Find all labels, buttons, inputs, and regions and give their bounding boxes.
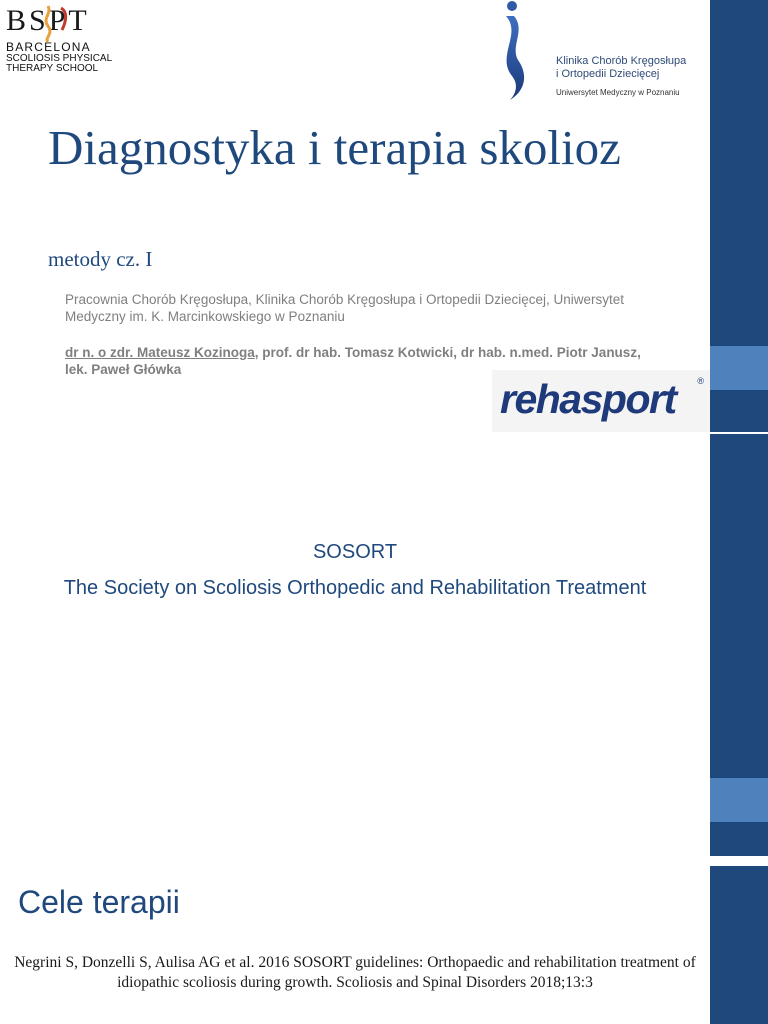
bspt-logo-letters: BSPT bbox=[6, 4, 90, 37]
registered-mark: ® bbox=[697, 376, 704, 386]
sidebar-accent bbox=[710, 778, 768, 822]
slide-3 bbox=[0, 856, 768, 1024]
slide-sidebar bbox=[710, 0, 768, 522]
sosort-heading: SOSORT bbox=[312, 541, 398, 563]
clinic-name bbox=[556, 55, 686, 81]
affiliation-text: Pracownia Chorób Kręgosłupa, Klinika Chorób Kręgosłupa i Ortopedii Dziecięcej, Uniwersytet Medyczny im. K. Marcinkowskiego w Poznaniu bbox=[65, 292, 625, 324]
rehasport-logo bbox=[492, 370, 710, 432]
slide-sidebar bbox=[710, 522, 768, 856]
clinic-spine-logo-icon bbox=[492, 0, 540, 102]
lead-author: dr n. o zdr. Mateusz Kozinoga bbox=[65, 345, 255, 360]
section-heading: Cele terapii bbox=[18, 884, 180, 920]
slide-subtitle: metody cz. I bbox=[48, 247, 153, 271]
bspt-logo bbox=[6, 4, 113, 74]
bspt-logo-line3: THERAPY SCHOOL bbox=[6, 63, 99, 74]
co-authors: , prof. dr hab. Tomasz Kotwicki, dr hab. n.med. Piotr Janusz, lek. Paweł Główka bbox=[65, 345, 641, 377]
bspt-logo-line1: BARCELONA bbox=[6, 40, 91, 54]
rehasport-logo-text: rehasport bbox=[500, 376, 676, 422]
sidebar-separator bbox=[710, 432, 768, 434]
slide-title: Diagnostyka i terapia skolioz bbox=[48, 120, 621, 175]
slide-sidebar bbox=[710, 866, 768, 1024]
clinic-name-line2: i Ortopedii Dziecięcej bbox=[556, 68, 660, 80]
sidebar-accent bbox=[710, 346, 768, 390]
sosort-full-name: The Society on Scoliosis Orthopedic and Rehabilitation Treatment bbox=[63, 577, 647, 599]
bspt-logo-swirl-icon bbox=[28, 4, 68, 42]
clinic-name-line1: Klinika Chorób Kręgosłupa bbox=[556, 55, 687, 67]
clinic-university: Uniwersytet Medyczny w Poznaniu bbox=[556, 88, 680, 97]
bspt-logo-line2: SCOLIOSIS PHYSICAL bbox=[6, 53, 113, 64]
slide-2 bbox=[0, 522, 768, 856]
reference-citation: Negrini S, Donzelli S, Aulisa AG et al. 2016 SOSORT guidelines: Orthopaedic and rehabilitation treatment of idiopathic scoliosis during growth. Scoliosis and Spinal Disorders 2018;13:3 bbox=[14, 954, 696, 991]
